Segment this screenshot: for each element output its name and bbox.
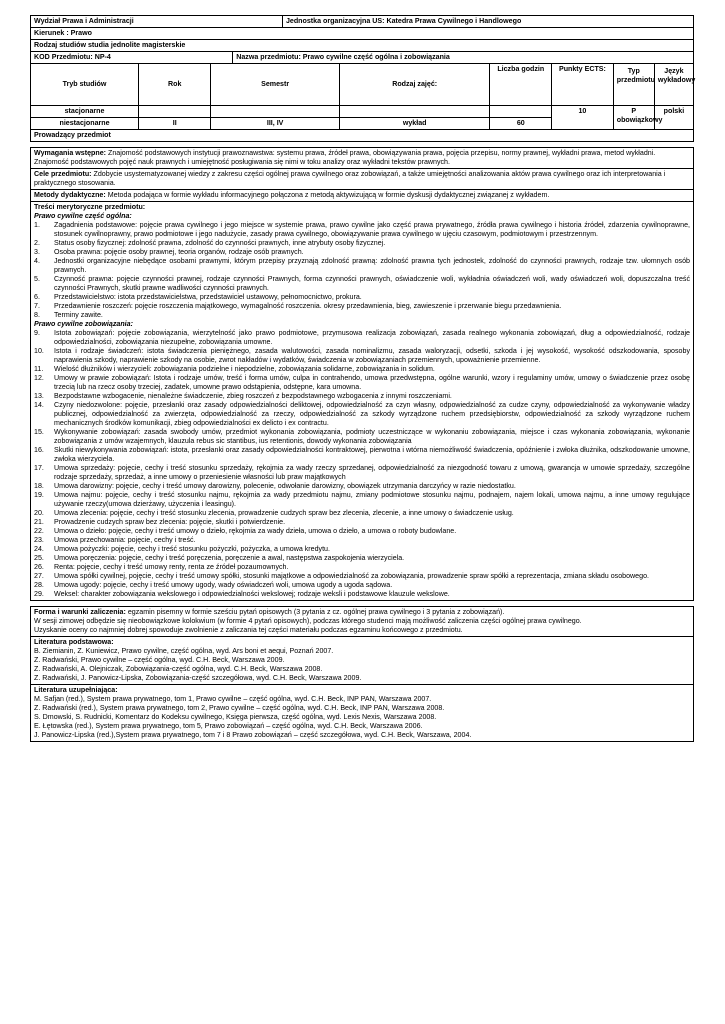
topic-item <box>34 545 690 554</box>
topic-number: 1. <box>34 221 40 229</box>
study-grid <box>30 63 694 130</box>
literature-item: Z. Radwański, Prawo cywilne – część ogólna, wyd. C.H. Beck, Warszawa 2009. <box>34 656 285 664</box>
basic-literature-list <box>34 647 690 683</box>
grid-empty-cell <box>490 106 552 118</box>
literature-item: J. Panowicz-Lipska (red.),System prawa prywatnego, tom 7 i 8 Prawo zobowiązań – część szczegółowa, wyd. C.H. Beck, Warszawa, 2004. <box>34 731 472 739</box>
literature-item: B. Ziemianin, Z. Kuniewicz, Prawo cywilne, część ogólna, wyd. Ars boni et aequi, Poznań 2007. <box>34 647 334 655</box>
topic-number: 16. <box>34 446 44 454</box>
topic-item <box>34 392 690 401</box>
topic-text: Umowa najmu: pojęcie, cechy i treść stosunku najmu, rękojmia za wady przedmiotu najmu, zmiany podmiotowe stosunku najmu, podnajem, najem lokali, umowa najmu, a inne umowy regulujące używanie rzeczy(umowa dzierżawy, użyczenia i leasingu). <box>54 491 690 508</box>
unit-cell: Jednostka organizacyjna US: Katedra Prawa Cywilnego i Handlowego <box>282 16 693 28</box>
supp-literature-list <box>34 695 690 740</box>
topic-number: 10. <box>34 347 44 355</box>
topic-number: 23. <box>34 536 44 544</box>
topic-item <box>34 464 690 482</box>
topic-number: 14. <box>34 401 44 409</box>
topic-item <box>34 446 690 464</box>
topic-item <box>34 329 690 347</box>
faculty-cell: Wydział Prawa i Administracji <box>31 16 283 28</box>
topic-item <box>34 257 690 275</box>
topic-item <box>34 518 690 527</box>
topic-number: 3. <box>34 248 40 256</box>
topic-text: Czyny niedozwolone: pojęcie, przesłanki oraz zasady odpowiedzialności deliktowej, odpowiedzialność za czyn własny, odpowiedzialność za cudze czyny, odpowiedzialność za wykonywanie władzy publicznej, odpowiedzialność za zwierzęta, odpowiedzialność za rzeczy, odpowiedzialność za szkody wyrządzone ruchem przedsiębiorstw, odpowiedzialność za szkody wyrządzone ruchem mechanicznych środków komunikacji, zbieg odpowiedzialności ex delicto i ex contractu. <box>54 401 690 427</box>
topic-item <box>34 248 690 257</box>
topic-item <box>34 347 690 365</box>
course-name-cell: Nazwa przedmiotu: Prawo cywilne część ogólna i zobowiązania <box>233 52 694 64</box>
assessment-line-1: egzamin pisemny w formie sześciu pytań opisowych (3 pytania z cz. ogólnej prawa cywilnego i 3 pytania z zobowiązań). <box>127 608 505 616</box>
topic-text: Umowa pożyczki: pojęcie, cechy i treść stosunku pożyczki, pożyczka, a umowa kredytu. <box>54 545 330 553</box>
topic-text: Prowadzenie cudzych spraw bez zlecenia: pojęcie, skutki i potwierdzenie. <box>54 518 286 526</box>
topic-text: Istota i rodzaje świadczeń: istota świadczenia pieniężnego, zasada walutowości, zasada nominalizmu, zasada waloryzacji, odsetki, szkoda i jej wysokość, wysokość odszkodowania, sposoby naprawienia szkody, naprawienie szkody na osobie, zwrot nakładów i wydatków, świadczenia w zobowiązaniach przemiennych, upoważnienie przemienne. <box>54 347 690 364</box>
topic-text: Bezpodstawne wzbogacenie, nienależne świadczenie, zbieg roszczeń z bezpodstawnego wzbogacenia z innymi roszczeniami. <box>54 392 452 400</box>
topic-text: Przedstawicielstwo: istota przedstawicielstwa, przedstawiciel ustawowy, pełnomocnictwo, prokura. <box>54 293 362 301</box>
requirements-section <box>30 147 694 169</box>
topic-item <box>34 311 690 320</box>
topic-item <box>34 527 690 536</box>
topic-number: 27. <box>34 572 44 580</box>
basic-literature-section <box>30 637 694 685</box>
grid-empty-cell <box>211 106 340 118</box>
topic-number: 4. <box>34 257 40 265</box>
goals-text: Zdobycie usystematyzowanej wiedzy z zakresu części ogólnej prawa cywilnego oraz zobowiązań, a także umiejętności analizowania aktów prawa cywilnego oraz ich interpretowania i praktycznego stosowania. <box>34 170 666 187</box>
literature-item: Z. Radwański (red.), System prawa prywatnego, tom 2, Prawo cywilne – część ogólna, wyd. C.H. Beck, INP PAN, Warszawa 2008. <box>34 704 445 712</box>
topic-item <box>34 554 690 563</box>
grid-empty-cell <box>139 106 211 118</box>
course-code-cell: KOD Przedmiotu: NP-4 <box>31 52 233 64</box>
topic-item <box>34 401 690 428</box>
grid-hours-value: 60 <box>490 118 552 130</box>
topic-text: Umowa o dzieło: pojęcie, cechy i treść umowy o dzieło, rękojmia za wady dzieła, umowa o dzieło, a umowa o roboty budowlane. <box>54 527 457 535</box>
grid-year-value: II <box>139 118 211 130</box>
topic-item <box>34 374 690 392</box>
topic-item <box>34 509 690 518</box>
grid-mode-parttime: niestacjonarne <box>31 118 139 130</box>
topic-item <box>34 572 690 581</box>
topic-number: 17. <box>34 464 44 472</box>
grid-header-hours: Liczba godzin <box>490 64 552 106</box>
topic-text: Skutki niewykonywania zobowiązań: istota, przesłanki oraz zasady odpowiedzialności kontraktowej, pierwotna i wtórna niemożliwość świadczenia, opóźnienie i zwłoka dłużnika, odszkodowanie umowne, zwłoka wierzyciela. <box>54 446 690 463</box>
literature-item: S. Dmowski, S. Rudnicki, Komentarz do Kodeksu cywilnego, Księga pierwsza, część ogólna, wyd. Lexis Nexis, Warszawa 2008. <box>34 713 437 721</box>
topic-number: 18. <box>34 482 44 490</box>
assessment-section <box>30 606 694 637</box>
lecturer-label: Prowadzący przedmiot <box>34 131 111 139</box>
topic-item <box>34 491 690 509</box>
methods-text: Metoda podająca w formie wykładu informacyjnego połączona z metodą aktywizującą w formie dyskusji dydaktycznej związanej z wykładem. <box>107 191 550 199</box>
topic-item <box>34 365 690 374</box>
topic-number: 20. <box>34 509 44 517</box>
topic-text: Umowa darowizny: pojęcie, cechy i treść umowy darowizny, polecenie, odwołanie darowizny, obowiązek utrzymania darczyńcy w razie niedostatku. <box>54 482 516 490</box>
topic-text: Wykonywanie zobowiązań: zasada swobody umów, przedmiot wykonania zobowiązania, podmioty uczestniczące w wykonaniu zobowiązania, miejsce i czas wykonania zobowiązania, wykonanie zobowiązania z umów wzajemnych, klauzula rebus sic stantibus, ius retentionis, dowody wykonania zobowiązania <box>54 428 690 445</box>
grid-language-value: polski <box>654 106 693 130</box>
topic-item <box>34 428 690 446</box>
goals-section <box>30 169 694 190</box>
goals-label: Cele przedmiotu: <box>34 170 92 178</box>
topic-item <box>34 581 690 590</box>
topic-item <box>34 293 690 302</box>
topic-item <box>34 482 690 491</box>
methods-label: Metody dydaktyczne: <box>34 191 106 199</box>
topic-number: 25. <box>34 554 44 562</box>
topic-number: 19. <box>34 491 44 499</box>
topic-text: Renta: pojęcie, cechy i treść umowy renty, renta ze źródeł pozaumownych. <box>54 563 289 571</box>
topic-text: Umowa poręczenia: pojęcie, cechy i treść poręczenia, poręczenie a awal, następstwa zaspokojenia wierzyciela. <box>54 554 405 562</box>
topic-text: Zagadnienia podstawowe: pojęcie prawa cywilnego i jego miejsce w systemie prawa, prawo cywilne jako część prawa prywatnego, źródła prawa cywilnego i historia źródeł, zdarzenia cywilnoprawne, stosunek cywilnoprawny, prawo podmiotowe i jego nadużycie, zasady prawa cywilnego, obowiązywanie prawa cywilnego w ujęciu czasowym, podmiotowym i przestrzennym. <box>54 221 690 238</box>
course-syllabus <box>30 15 694 742</box>
requirements-text: Znajomość podstawowych instytucji prawoznawstwa: systemu prawa, źródeł prawa, obowiązywania prawa, pojęcia przepisu, normy prawnej, wykładni prawa, metod wykładni. Znajomość podstawowych pojęć nauk prawnych i umiejętność posługiwania się nimi w toku analizy oraz wykładni tekstów prawnych. <box>34 149 656 166</box>
assessment-label: Forma i warunki zaliczenia: <box>34 608 126 616</box>
topic-number: 29. <box>34 590 44 598</box>
literature-item: Z. Radwański, J. Panowicz-Lipska, Zobowiązania-część szczegółowa, wyd. C.H. Beck, Warszawa 2009. <box>34 674 362 682</box>
literature-item: E. Łętowska (red.), System prawa prywatnego, tom 5, Prawo zobowiązań – część ogólna, wyd. C.H. Beck, Warszawa 2006. <box>34 722 423 730</box>
topic-number: 24. <box>34 545 44 553</box>
header-table <box>30 15 694 52</box>
supp-literature-section <box>30 685 694 742</box>
grid-header-subject-type: Typ przedmiotu <box>613 64 654 106</box>
grid-mode-fulltime: stacjonarne <box>31 106 139 118</box>
content-section <box>30 202 694 601</box>
topic-number: 13. <box>34 392 44 400</box>
topic-number: 7. <box>34 302 40 310</box>
topic-text: Istota zobowiązań: pojęcie zobowiązania, wierzytelność jako prawo podmiotowe, przymusowa realizacja zobowiązań, zasada realnego wykonania zobowiązań, dług a odpowiedzialność, rodzaje odpowiedzialności, zobowiązania niezupełne, zobowiązania umowne. <box>54 329 690 346</box>
content-label: Treści merytoryczne przedmiotu: <box>34 203 146 211</box>
topic-text: Przedawnienie roszczeń: pojęcie roszczenia majątkowego, wymagalność roszczenia. okresy przedawnienia, bieg, zawieszenie i przerwanie biegu przedawnienia. <box>54 302 562 310</box>
grid-header-year: Rok <box>139 64 211 106</box>
topic-text: Terminy zawite. <box>54 311 103 319</box>
literature-item: Z. Radwański, A. Olejniczak, Zobowiązania-część ogólna, wyd. C.H. Beck, Warszawa 2008. <box>34 665 323 673</box>
topic-text: Umowa przechowania: pojęcie, cechy i treść. <box>54 536 196 544</box>
topic-text: Umowa sprzedaży: pojęcie, cechy i treść stosunku sprzedaży, rękojmia za wady rzeczy sprzedanej, odpowiedzialność za niezgodność towaru z umową, gwarancja w umowie sprzedaży, szczególne rodzaje sprzedaży, sprzedaż, a inne umowy o przeniesienie własności lub praw majątkowych <box>54 464 690 481</box>
general-part-title: Prawo cywilne część ogólna: <box>34 212 132 220</box>
topic-text: Umowy w prawie zobowiązań: Istota i rodzaje umów, treść i forma umów, culpa in contrahendo, umowa przedwstępna, ogólne warunki, wzory i regulaminy umów, umowy o świadczenie przez osobę trzecią lub na rzecz osoby trzeciej, zadatek, umowne prawo odstąpienia, odstępne, kara umowna. <box>54 374 690 391</box>
assessment-line-2: W sesji zimowej odbędzie się nieobowiązkowe kolokwium (w formie 4 pytań opisowych), podczas którego studenci mają możliwość zaliczenia części ogólnej prawa cywilnego. <box>34 617 582 625</box>
topic-number: 5. <box>34 275 40 283</box>
topic-text: Jednostki organizacyjne niebędące osobami prawnymi, którym przepisy przyznają zdolność prawną: zdolność prawna tych jednostek, zdolność do czynności prawnych, rodzaje tzw. ułomnych osób prawnych. <box>54 257 690 274</box>
topic-text: Umowa spółki cywilnej, pojęcie, cechy i treść umowy spółki, stosunki majątkowe a odpowiedzialność za zobowiązania, prowadzenie spraw spółki a reprezentacja, zmiana składu osobowego. <box>54 572 649 580</box>
topic-text: Weksel: charakter zobowiązania wekslowego i odpowiedzialności wekslowej; rodzaje weksli i podstawowe klauzule wekslowe. <box>54 590 450 598</box>
topic-number: 8. <box>34 311 40 319</box>
topic-text: Osoba prawna: pojęcie osoby prawnej, teoria organów, rodzaje osób prawnych. <box>54 248 304 256</box>
methods-section <box>30 190 694 202</box>
topic-text: Status osoby fizycznej: zdolność prawna, zdolność do czynności prawnych, inne atrybuty osoby fizycznej. <box>54 239 386 247</box>
topic-item <box>34 563 690 572</box>
topic-number: 26. <box>34 563 44 571</box>
assessment-line-3: Uzyskanie oceny co najmniej dobrej spowoduje zwolnienie z zaliczania tej części materiału podczas egzaminu końcowego z przedmiotu. <box>34 626 463 634</box>
grid-semester-value: III, IV <box>211 118 340 130</box>
obligations-part-title: Prawo cywilne zobowiązania: <box>34 320 133 328</box>
grid-class-type-value: wykład <box>339 118 490 130</box>
topic-item <box>34 536 690 545</box>
topic-text: Umowa ugody: pojęcie, cechy i treść umowy ugody, wady oświadczeń woli, umowa ugody a ugoda sądowa. <box>54 581 393 589</box>
topic-number: 6. <box>34 293 40 301</box>
topic-number: 9. <box>34 329 40 337</box>
field-cell: Kierunek : Prawo <box>31 28 694 40</box>
topic-number: 22. <box>34 527 44 535</box>
basic-literature-label: Literatura podstawowa: <box>34 638 114 646</box>
topic-number: 21. <box>34 518 44 526</box>
topic-text: Czynność prawna: pojęcie czynności prawnej, rodzaje czynności Prawnych, forma czynności prawnych, oświadczenie woli, wykładnia oświadczeń woli, wady oświadczeń woli, dopuszczalna treść czynności Prawnych, skutki prawne wadliwości czynności prawnych. <box>54 275 690 292</box>
topic-item <box>34 239 690 248</box>
topic-number: 28. <box>34 581 44 589</box>
topic-number: 11. <box>34 365 44 373</box>
grid-header-class-type: Rodzaj zajęć: <box>339 64 490 106</box>
topic-item <box>34 302 690 311</box>
supp-literature-label: Literatura uzupełniająca: <box>34 686 118 694</box>
topic-number: 12. <box>34 374 44 382</box>
topic-text: Umowa zlecenia: pojęcie, cechy i treść stosunku zlecenia, prowadzenie cudzych spraw bez zlecenia, zlecenie, a inne umowy o świadczenie usług. <box>54 509 514 517</box>
topic-item <box>34 275 690 293</box>
study-type-cell: Rodzaj studiów studia jednolite magisterskie <box>31 40 694 52</box>
grid-header-ects: Punkty ECTS: <box>552 64 614 106</box>
obligations-topics-list <box>34 329 690 599</box>
topic-number: 2. <box>34 239 40 247</box>
topic-item <box>34 590 690 599</box>
grid-ects-value: 10 <box>552 106 614 130</box>
grid-subject-type-value: P obowiązkowy <box>613 106 654 130</box>
requirements-label: Wymagania wstępne: <box>34 149 107 157</box>
grid-empty-cell <box>339 106 490 118</box>
topic-item <box>34 221 690 239</box>
grid-header-mode: Tryb studiów <box>31 64 139 106</box>
grid-header-semester: Semestr <box>211 64 340 106</box>
topic-text: Wielość dłużników i wierzycieli: zobowiązania podzielne i niepodzielne, zobowiązania solidarne, zobowiązania in solidum. <box>54 365 435 373</box>
literature-item: M. Safjan (red.), System prawa prywatnego, tom 1, Prawo cywilne – część ogólna, wyd. C.H. Beck, INP PAN, Warszawa 2007. <box>34 695 432 703</box>
lecturer-section <box>30 130 694 142</box>
topic-number: 15. <box>34 428 44 436</box>
grid-header-language: Język wykładowy <box>654 64 693 106</box>
general-topics-list <box>34 221 690 320</box>
